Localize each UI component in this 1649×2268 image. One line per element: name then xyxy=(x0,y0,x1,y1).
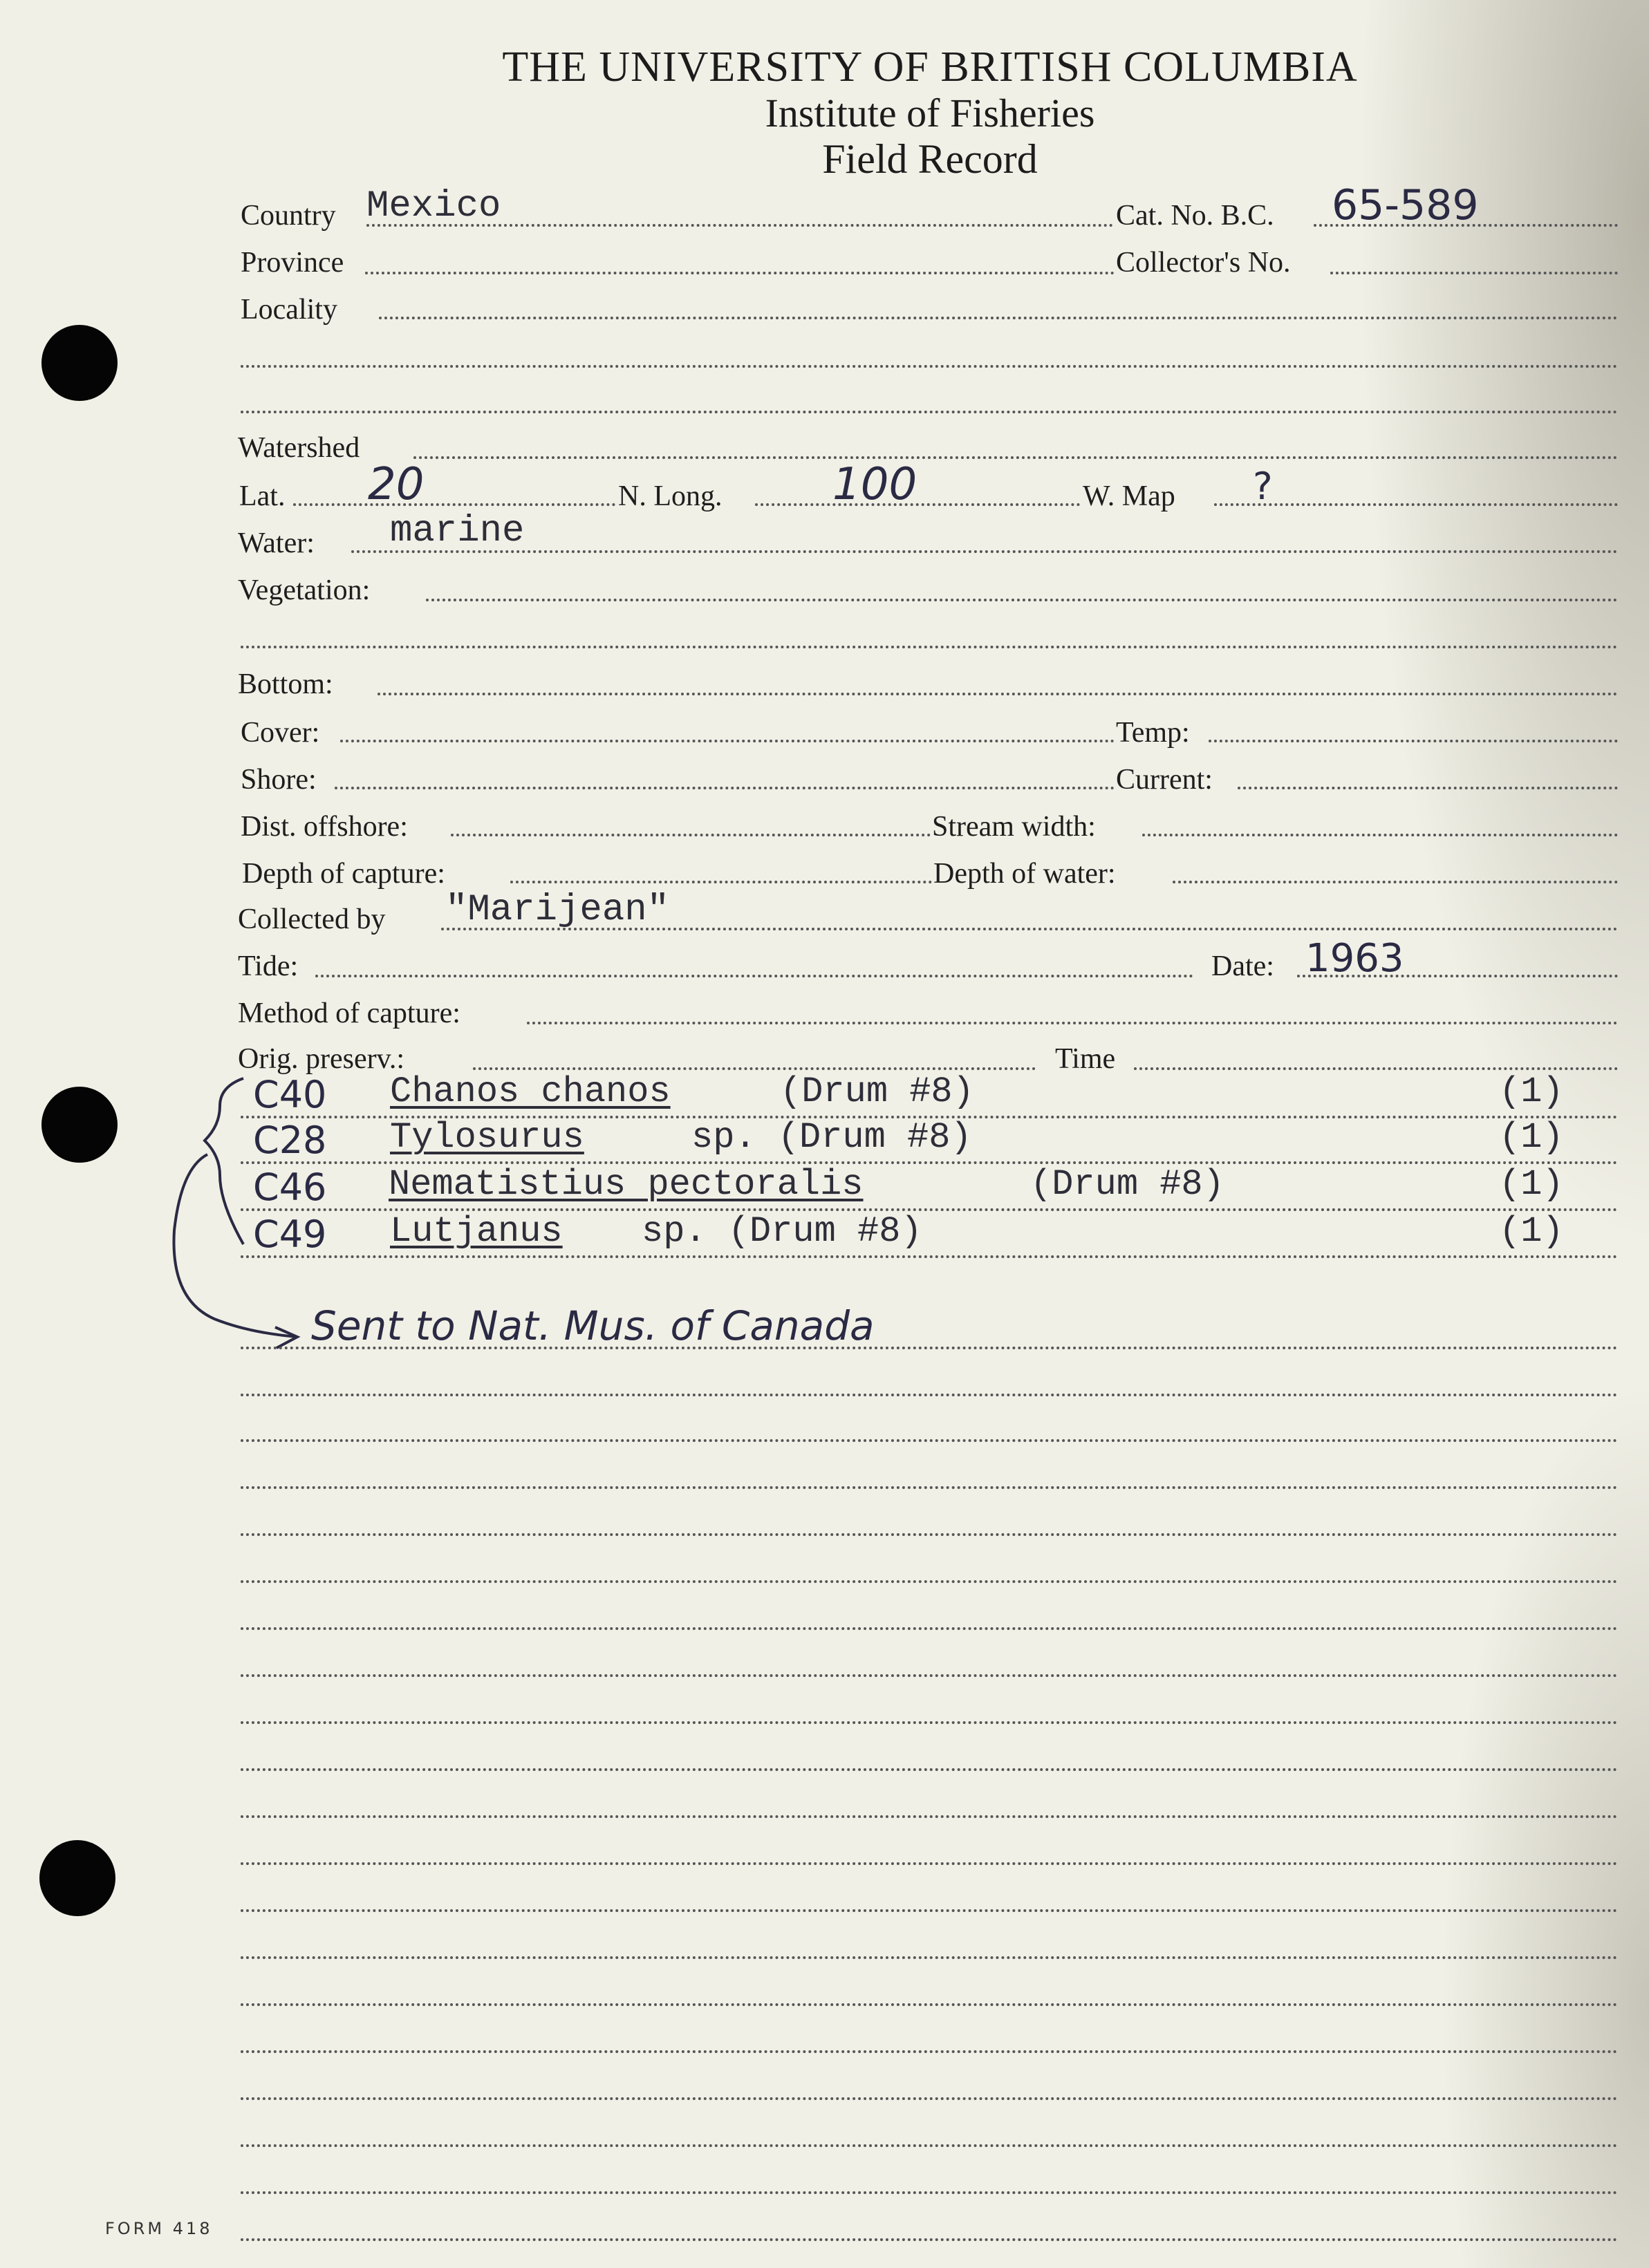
ruled-line xyxy=(241,1909,1618,1912)
specimen-note: sp. (Drum #8) xyxy=(642,1211,922,1252)
specimen-name: Tylosurus xyxy=(390,1117,584,1158)
lat-label: Lat. xyxy=(239,480,286,512)
tide-label: Tide: xyxy=(238,950,299,982)
date-value: 1963 xyxy=(1305,936,1404,981)
cover-label: Cover: xyxy=(241,717,320,749)
depth-capture-label: Depth of capture: xyxy=(242,858,445,890)
vegetation-label: Vegetation: xyxy=(238,574,371,606)
ruled-line xyxy=(241,1533,1618,1536)
province-label: Province xyxy=(241,247,344,279)
ruled-line xyxy=(241,2144,1618,2147)
water-label: Water: xyxy=(238,527,315,559)
handwritten-note: Sent to Nat. Mus. of Canada xyxy=(311,1302,875,1349)
date-label: Date: xyxy=(1211,950,1274,982)
dist-offshore-label: Dist. offshore: xyxy=(241,811,408,843)
ruled-line xyxy=(241,1721,1618,1724)
ruled-line xyxy=(241,2097,1618,2100)
collected-by-label: Collected by xyxy=(238,903,386,935)
specimen-note: (Drum #8) xyxy=(1030,1164,1224,1205)
long-value: 100 xyxy=(832,459,917,510)
record-title: Field Record xyxy=(822,136,1038,182)
specimen-count: (1) xyxy=(1499,1164,1564,1205)
specimen-code: C28 xyxy=(253,1118,327,1162)
ruled-line xyxy=(241,1674,1618,1677)
depth-water-label: Depth of water: xyxy=(933,858,1116,890)
cat-no-value: 65-589 xyxy=(1332,181,1479,229)
country-label: Country xyxy=(241,200,336,232)
specimen-name: Chanos chanos xyxy=(390,1071,671,1112)
bottom-label: Bottom: xyxy=(238,668,333,700)
orig-preserv-label: Orig. preserv.: xyxy=(238,1043,405,1075)
specimen-code: C40 xyxy=(253,1073,327,1116)
specimen-name: Lutjanus xyxy=(390,1211,563,1252)
map-value: ? xyxy=(1253,465,1273,508)
ruled-line xyxy=(241,1956,1618,1959)
ruled-line xyxy=(241,1768,1618,1771)
ruled-line xyxy=(241,2003,1618,2006)
ruled-line xyxy=(241,1815,1618,1818)
method-label: Method of capture: xyxy=(238,997,460,1029)
ruled-line xyxy=(241,1862,1618,1865)
specimen-count: (1) xyxy=(1499,1211,1564,1252)
specimen-note: (Drum #8) xyxy=(780,1071,974,1112)
ruled-line xyxy=(241,1439,1618,1442)
cat-no-label: Cat. No. B.C. xyxy=(1116,200,1274,232)
ruled-line xyxy=(241,2191,1618,2194)
specimen-code: C49 xyxy=(253,1212,327,1256)
country-value: Mexico xyxy=(366,185,501,227)
ruled-line xyxy=(241,1486,1618,1489)
specimen-note: sp. (Drum #8) xyxy=(691,1117,972,1158)
ruled-line xyxy=(241,1394,1618,1396)
collected-by-value: "Marijean" xyxy=(445,889,670,931)
time-label: Time xyxy=(1055,1043,1116,1075)
specimen-count: (1) xyxy=(1499,1117,1564,1158)
collectors-no-label: Collector's No. xyxy=(1116,247,1291,279)
ruled-line xyxy=(241,2050,1618,2053)
shore-label: Shore: xyxy=(241,764,317,796)
ruled-line xyxy=(241,1627,1618,1630)
ruled-line xyxy=(241,1347,1618,1349)
ruled-line xyxy=(241,2238,1618,2241)
stream-width-label: Stream width: xyxy=(932,811,1096,843)
locality-label: Locality xyxy=(241,294,337,326)
w-map-label: W. Map xyxy=(1083,480,1175,512)
ruled-line xyxy=(241,1580,1618,1583)
lat-value: 20 xyxy=(368,459,425,510)
specimen-code: C46 xyxy=(253,1165,327,1209)
current-label: Current: xyxy=(1116,764,1213,796)
watershed-label: Watershed xyxy=(238,432,360,464)
university-title: THE UNIVERSITY OF BRITISH COLUMBIA xyxy=(502,44,1358,91)
temp-label: Temp: xyxy=(1116,717,1190,749)
specimen-count: (1) xyxy=(1499,1071,1564,1112)
n-long-label: N. Long. xyxy=(618,480,723,512)
form-number: FORM 418 xyxy=(105,2219,213,2238)
water-value: marine xyxy=(390,510,525,552)
specimen-name: Nematistius pectoralis xyxy=(389,1164,864,1205)
institute-title: Institute of Fisheries xyxy=(765,91,1095,135)
